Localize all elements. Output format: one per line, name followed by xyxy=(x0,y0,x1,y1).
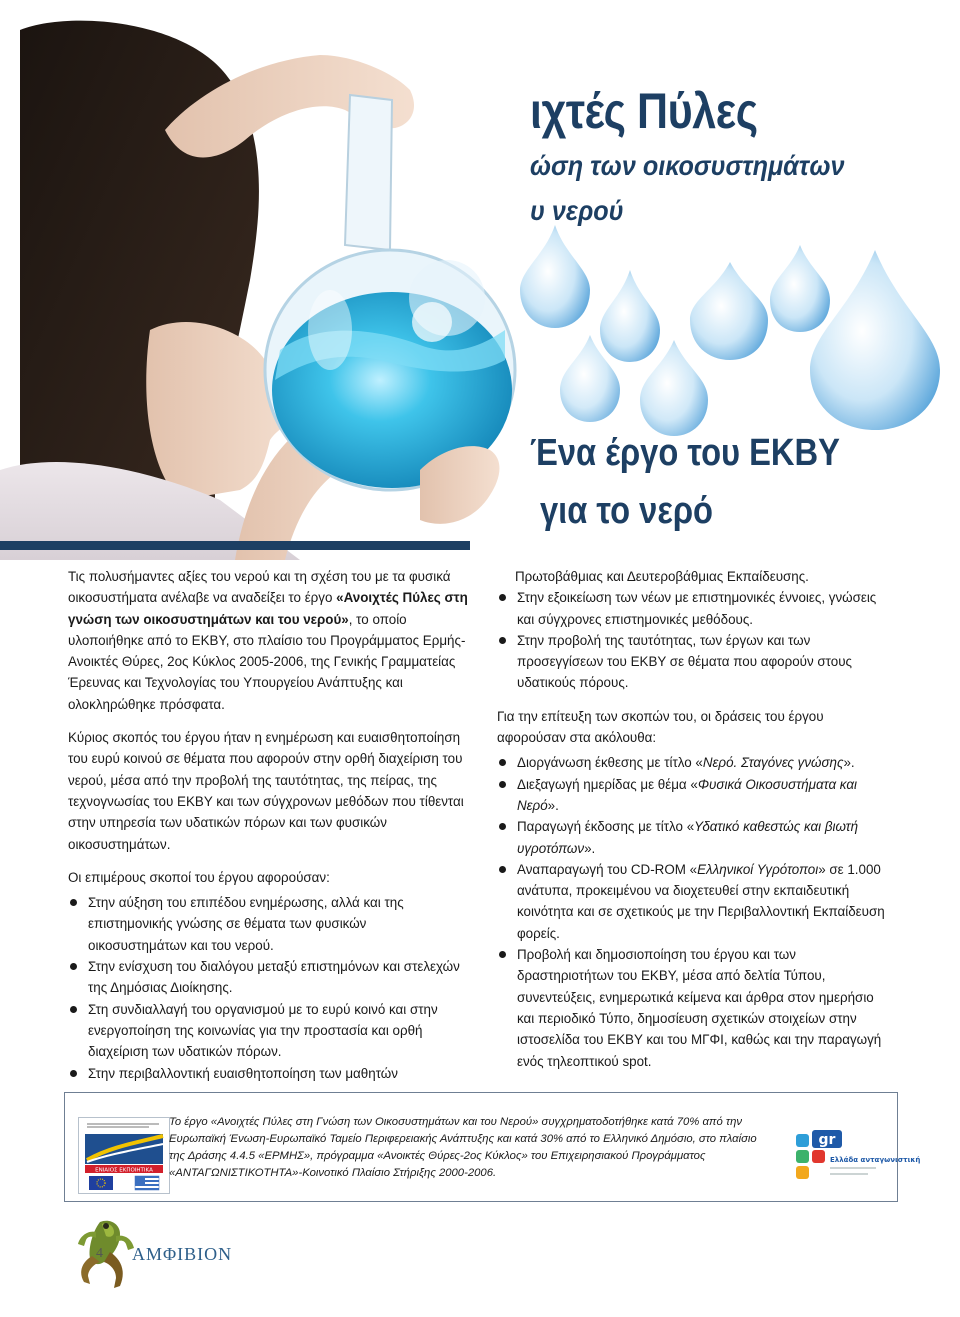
intro-paragraph xyxy=(68,566,468,715)
main-goal-paragraph: Κύριος σκοπός του έργου ήταν η ενημέρωση και ευαισθητοποίηση του ευρύ κοινού σε θέματα που αφορούν στην ορθή διαχείριση του νερού, μέσα από την προβολή της ταυτότητας, της πείρας, της τεχνογνωσίας του ΕΚΒΥ και των σύγχρονων μεθόδων που τίθενται στην υπηρεσία των υδατικών πόρων και των φυσικών οικοσυστημάτων. xyxy=(68,730,464,852)
list-item: Διοργάνωση έκθεσης με τίτλο «Νερό. Σταγόνες γνώσης». xyxy=(497,752,887,773)
page-subtitle-line1: ώση των οικοσυστημάτων xyxy=(530,150,845,181)
list-continuation: Πρωτοβάθμιας και Δευτεροβάθμιας Εκπαίδευσης. xyxy=(515,569,809,584)
list-item: Στην εξοικείωση των νέων με επιστημονικές έννοιες, γνώσεις και σύγχρονες επιστημονικές μεθόδους. xyxy=(497,587,887,630)
list-item: Στην προβολή της ταυτότητας, των έργων και των προσεγγίσεων του ΕΚΒΥ σε θέματα που αφορούν στους υδατικούς πόρους. xyxy=(497,630,887,694)
actions-list xyxy=(497,752,887,1071)
project-heading-line1: Ένα έργο του ΕΚΒΥ xyxy=(530,432,840,474)
funding-text: Το έργο «Ανοιχτές Πύλες στη Γνώση των Οικοσυστημάτων και του Νερού» συγχρηματοδοτήθηκε κατά 70% από την Ευρωπαϊκή Ένωση-Ευρωπαϊκό Ταμείο Περιφερειακής Ανάπτυξης και κατά 30% από το Ελληνικό Δημόσιο, στο πλαίσιο της Δράσης 4.4.5 «ΕΡΜΗΣ», πρόγραμμα «Ανοικτές Θύρες-2ος Κύκλος» του Επιχειρησιακού Προγράμματος «ΑΝΤΑΓΩΝΙΣΤΙΚΟΤΗΤΑ»-Κοινοτικό Πλαίσιο Στήριξης 2000-2006. xyxy=(169,1116,757,1179)
gr-logo xyxy=(792,1128,921,1188)
svg-text:Ελλάδα ανταγωνιστική: Ελλάδα ανταγωνιστική xyxy=(830,1156,921,1164)
list-item: Διεξαγωγή ημερίδας με θέμα «Φυσικά Οικοσυστήματα και Νερό». xyxy=(497,774,887,817)
list-item: Αναπαραγωγή του CD-ROM «Ελληνικοί Υγρότοποι» σε 1.000 ανάτυπα, προκειμένου να διοχετευθεί στην εκπαιδευτική κοινότητα και σε σχετικούς με την Περιβαλλοντική Εκπαίδευση φορείς. xyxy=(497,859,887,944)
list-item: Παραγωγή έκδοσης με τίτλο «Υδατικό καθεστώς και βιωτή υγροτόπων». xyxy=(497,816,887,859)
magazine-name: ΑΜΦΙΒΙΟΝ xyxy=(132,1244,233,1264)
list-item: Στην ενίσχυση του διαλόγου μεταξύ επιστημόνων και στελεχών της Δημόσιας Διοίκησης. xyxy=(68,956,468,999)
list-item: Προβολή και δημοσιοποίηση του έργου και των δραστηριοτήτων του ΕΚΒΥ, μέσα από δελτία Τύπου, συνεντεύξεις, ενημερωτικά κείμενα και άρθρα στον ημερήσιο και περιοδικό Τύπο, δημοσίευση σχετικών στοιχείων στην ιστοσελίδα του ΕΚΒΥ και του ΜΓΦΙ, καθώς και την παραγωγή ενός τηλεοπτικού spot. xyxy=(497,944,887,1072)
intro-text: Τις πολυσήμαντες αξίες του νερού και τη σχέση του με τα φυσικά οικοσυστήματα ανέλαβε να αναδείξει το έργο xyxy=(68,569,451,606)
espa-logo xyxy=(78,1117,170,1194)
frog-logo-icon xyxy=(70,1212,140,1292)
project-heading-line2: για το νερό xyxy=(540,490,714,532)
intro-text-cont: , το οποίο υλοποιήθηκε από το ΕΚΒΥ, στο πλαίσιο του Προγράμματος Ερμής-Ανοικτές Θύρες, 2ος Κύκλος 2005-2006, της Γενικής Γραμματείας Έρευνας και Τεχνολογίας του Υπουργείου Ανάπτυξης και ολοκληρώθηκε πρόσφατα. xyxy=(68,611,466,712)
list-item: Στην περιβαλλοντική ευαισθητοποίηση των μαθητών xyxy=(68,1063,468,1084)
hero-photo xyxy=(0,0,960,560)
page-subtitle-line2: υ νερού xyxy=(530,195,624,226)
left-text-column xyxy=(68,566,468,1096)
page-title: ιχτές Πύλες xyxy=(530,83,758,139)
right-text-column xyxy=(497,566,887,1084)
project-name-bold: «Ανοιχτές Πύλες στη γνώση των οικοσυστημάτων και του νερού» xyxy=(68,590,468,627)
list-item: Στη συνδιαλλαγή του οργανισμού με το ευρύ κοινό και στην ενεργοποίηση της κοινωνίας για την προστασία και ορθή διαχείριση των υδατικών πόρων. xyxy=(68,999,468,1063)
hero-banner xyxy=(0,0,960,560)
svg-text:gr: gr xyxy=(818,1132,836,1148)
list-item: Στην αύξηση του επιπέδου ενημέρωσης, αλλά και της επιστημονικής γνώσης σε θέματα των φυσικών οικοσυστημάτων και του νερού. xyxy=(68,892,468,956)
objectives-intro: Οι επιμέρους σκοποί του έργου αφορούσαν: xyxy=(68,869,330,885)
objectives-list-cont xyxy=(497,587,887,693)
objectives-list xyxy=(68,892,468,1084)
svg-text:ΕΝΙΑΙΟΣ ΕΚΠΟΙΗΤΙΚΑ: ΕΝΙΑΙΟΣ ΕΚΠΟΙΗΤΙΚΑ xyxy=(95,1167,153,1174)
actions-intro: Για την επίτευξη των σκοπών του, οι δράσεις του έργου αφορούσαν στα ακόλουθα: xyxy=(497,708,824,746)
page-number: 4 xyxy=(96,1246,103,1261)
hero-divider xyxy=(0,541,470,550)
